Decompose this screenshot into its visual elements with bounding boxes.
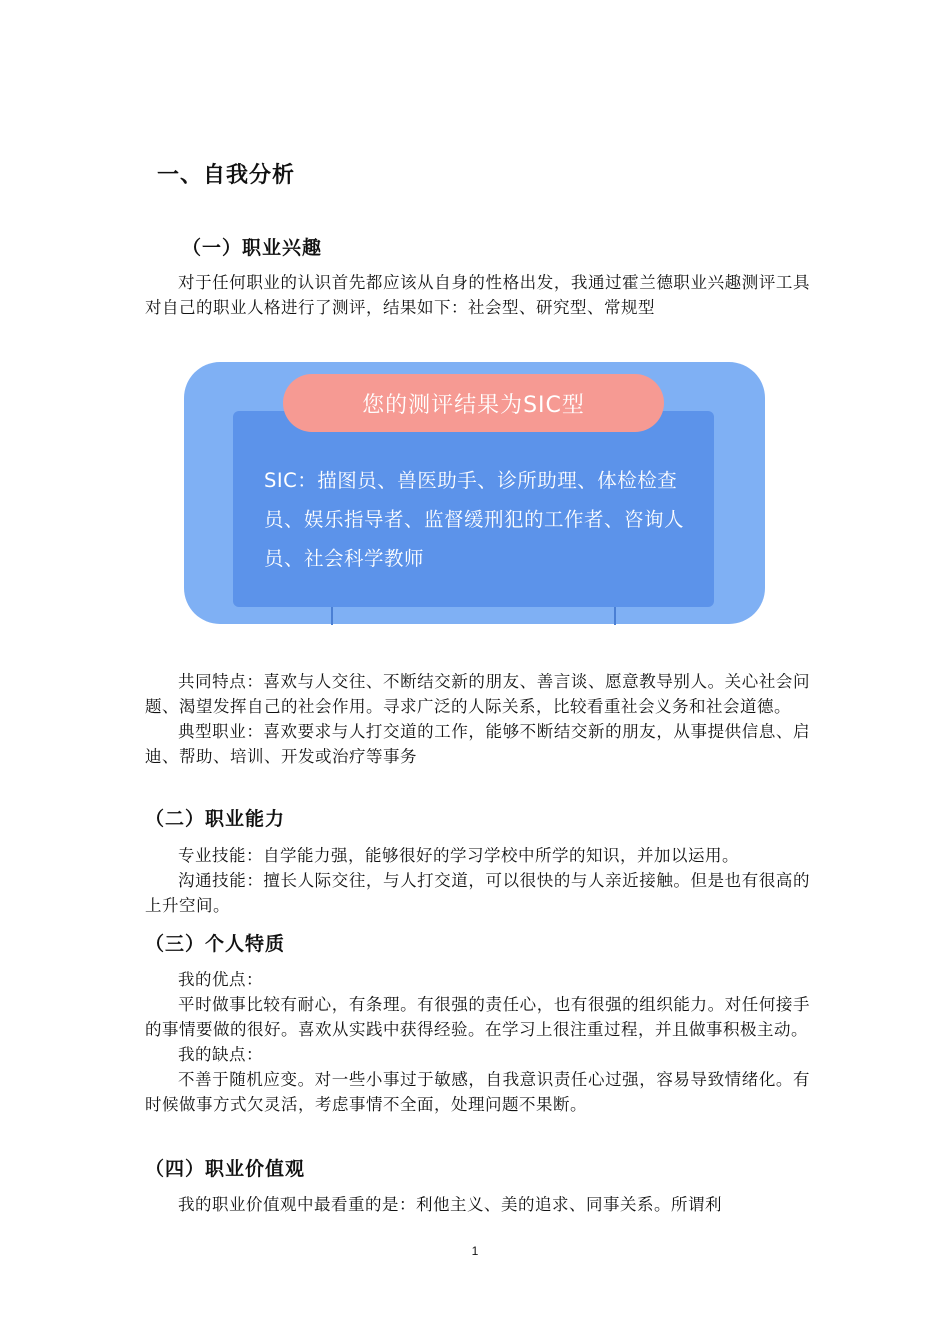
card-divider-left xyxy=(331,607,333,625)
weaknesses-label: 我的缺点： xyxy=(178,1045,263,1064)
weaknesses-text: 不善于随机应变。对一些小事过于敏感，自我意识责任心过强，容易导致情绪化。有时候做事方式欠灵活，考虑事情不全面，处理问题不果断。 xyxy=(145,1070,810,1114)
values-paragraph xyxy=(145,1192,810,1217)
section-title-career-values: （四）职业价值观 xyxy=(145,1158,306,1180)
traits-paragraph xyxy=(145,669,810,769)
professional-skill-text: 专业技能：自学能力强，能够很好的学习学校中所学的知识，并加以运用。 xyxy=(178,846,739,865)
section-title-personal-traits: （三）个人特质 xyxy=(145,933,286,955)
personal-traits-paragraph xyxy=(145,967,810,1117)
values-text: 我的职业价值观中最看重的是：利他主义、美的追求、同事关系。所谓利 xyxy=(178,1195,722,1214)
section-title-career-interest: （一）职业兴趣 xyxy=(182,237,323,259)
section-title-career-ability: （二）职业能力 xyxy=(145,808,286,830)
communication-skill-text: 沟通技能：擅长人际交往，与人打交道，可以很快的与人亲近接触。但是也有很高的上升空间。 xyxy=(145,871,810,915)
typical-jobs-text: 典型职业：喜欢要求与人打交道的工作，能够不断结交新的朋友，从事提供信息、启迪、帮助、培训、开发或治疗等事务 xyxy=(145,722,810,766)
card-divider-right xyxy=(614,607,616,625)
assessment-result-text: SIC：描图员、兽医助手、诊所助理、体检检查员、娱乐指导者、监督缓刑犯的工作者、咨询人员、社会科学教师 xyxy=(264,469,685,570)
intro-paragraph xyxy=(145,270,810,320)
heading-self-analysis: 一、自我分析 xyxy=(157,163,296,188)
strengths-label: 我的优点： xyxy=(178,970,263,989)
common-traits-text: 共同特点：喜欢与人交往、不断结交新的朋友、善言谈、愿意教导别人。关心社会问题、渴望发挥自己的社会作用。寻求广泛的人际关系，比较看重社会义务和社会道德。 xyxy=(145,672,810,716)
intro-text: 对于任何职业的认识首先都应该从自身的性格出发，我通过霍兰德职业兴趣测评工具对自己的职业人格进行了测评，结果如下：社会型、研究型、常规型 xyxy=(145,273,810,317)
strengths-text: 平时做事比较有耐心，有条理。有很强的责任心，也有很强的组织能力。对任何接手的事情要做的很好。喜欢从实践中获得经验。在学习上很注重过程，并且做事积极主动。 xyxy=(145,995,810,1039)
page-number: 1 xyxy=(471,1244,479,1258)
ability-paragraph xyxy=(145,843,810,918)
assessment-result-title: 您的测评结果为SIC型 xyxy=(283,374,664,432)
